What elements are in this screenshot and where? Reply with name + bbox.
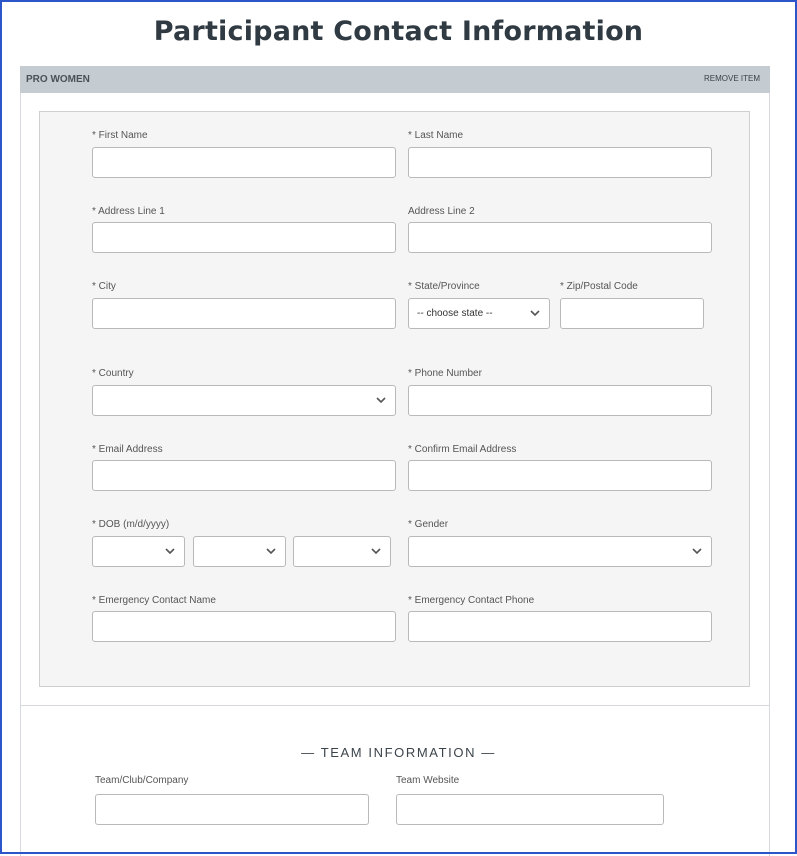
- gender-label: * Gender: [408, 519, 449, 530]
- address-line-1-input[interactable]: [92, 222, 396, 253]
- address-line-2-input[interactable]: [408, 222, 712, 253]
- item-header: [20, 66, 770, 93]
- city-label: * City: [92, 281, 116, 292]
- remove-item-link[interactable]: REMOVE ITEM: [703, 74, 760, 83]
- state-label: * State/Province: [408, 281, 480, 292]
- email-input[interactable]: [92, 460, 396, 491]
- phone-label: * Phone Number: [408, 368, 482, 379]
- dob-label: * DOB (m/d/yyyy): [92, 519, 170, 530]
- dob-year-select[interactable]: [293, 536, 391, 567]
- city-input[interactable]: [92, 298, 396, 329]
- chevron-down-icon: [164, 545, 176, 557]
- zip-label: * Zip/Postal Code: [560, 281, 638, 292]
- address-line-1-label: * Address Line 1: [92, 206, 165, 217]
- dob-month-select[interactable]: [92, 536, 185, 567]
- confirm-email-input[interactable]: [408, 460, 712, 491]
- chevron-down-icon: [370, 545, 382, 557]
- state-selected-value: -- choose state --: [417, 308, 493, 319]
- chevron-down-icon: [265, 545, 277, 557]
- chevron-down-icon: [691, 545, 703, 557]
- team-website-label: Team Website: [396, 775, 460, 786]
- team-website-input[interactable]: [396, 794, 664, 825]
- emergency-contact-name-input[interactable]: [92, 611, 396, 642]
- section-divider: [20, 705, 770, 706]
- address-line-2-label: Address Line 2: [408, 206, 475, 217]
- country-select[interactable]: [92, 385, 396, 416]
- emergency-contact-name-label: * Emergency Contact Name: [92, 595, 216, 606]
- country-label: * Country: [92, 368, 134, 379]
- zip-input[interactable]: [560, 298, 704, 329]
- team-club-company-input[interactable]: [95, 794, 369, 825]
- chevron-down-icon: [529, 307, 541, 319]
- dob-day-select[interactable]: [193, 536, 286, 567]
- first-name-label: * First Name: [92, 130, 148, 141]
- chevron-down-icon: [375, 394, 387, 406]
- phone-input[interactable]: [408, 385, 712, 416]
- email-label: * Email Address: [92, 444, 163, 455]
- last-name-input[interactable]: [408, 147, 712, 178]
- last-name-label: * Last Name: [408, 130, 464, 141]
- state-select[interactable]: [408, 298, 550, 329]
- page-title: Participant Contact Information: [153, 16, 644, 47]
- team-information-heading: — TEAM INFORMATION —: [301, 745, 496, 760]
- item-name: PRO WOMEN: [26, 74, 90, 85]
- team-club-company-label: Team/Club/Company: [95, 775, 189, 786]
- confirm-email-label: * Confirm Email Address: [408, 444, 517, 455]
- emergency-contact-phone-label: * Emergency Contact Phone: [408, 595, 535, 606]
- gender-select[interactable]: [408, 536, 712, 567]
- emergency-contact-phone-input[interactable]: [408, 611, 712, 642]
- first-name-input[interactable]: [92, 147, 396, 178]
